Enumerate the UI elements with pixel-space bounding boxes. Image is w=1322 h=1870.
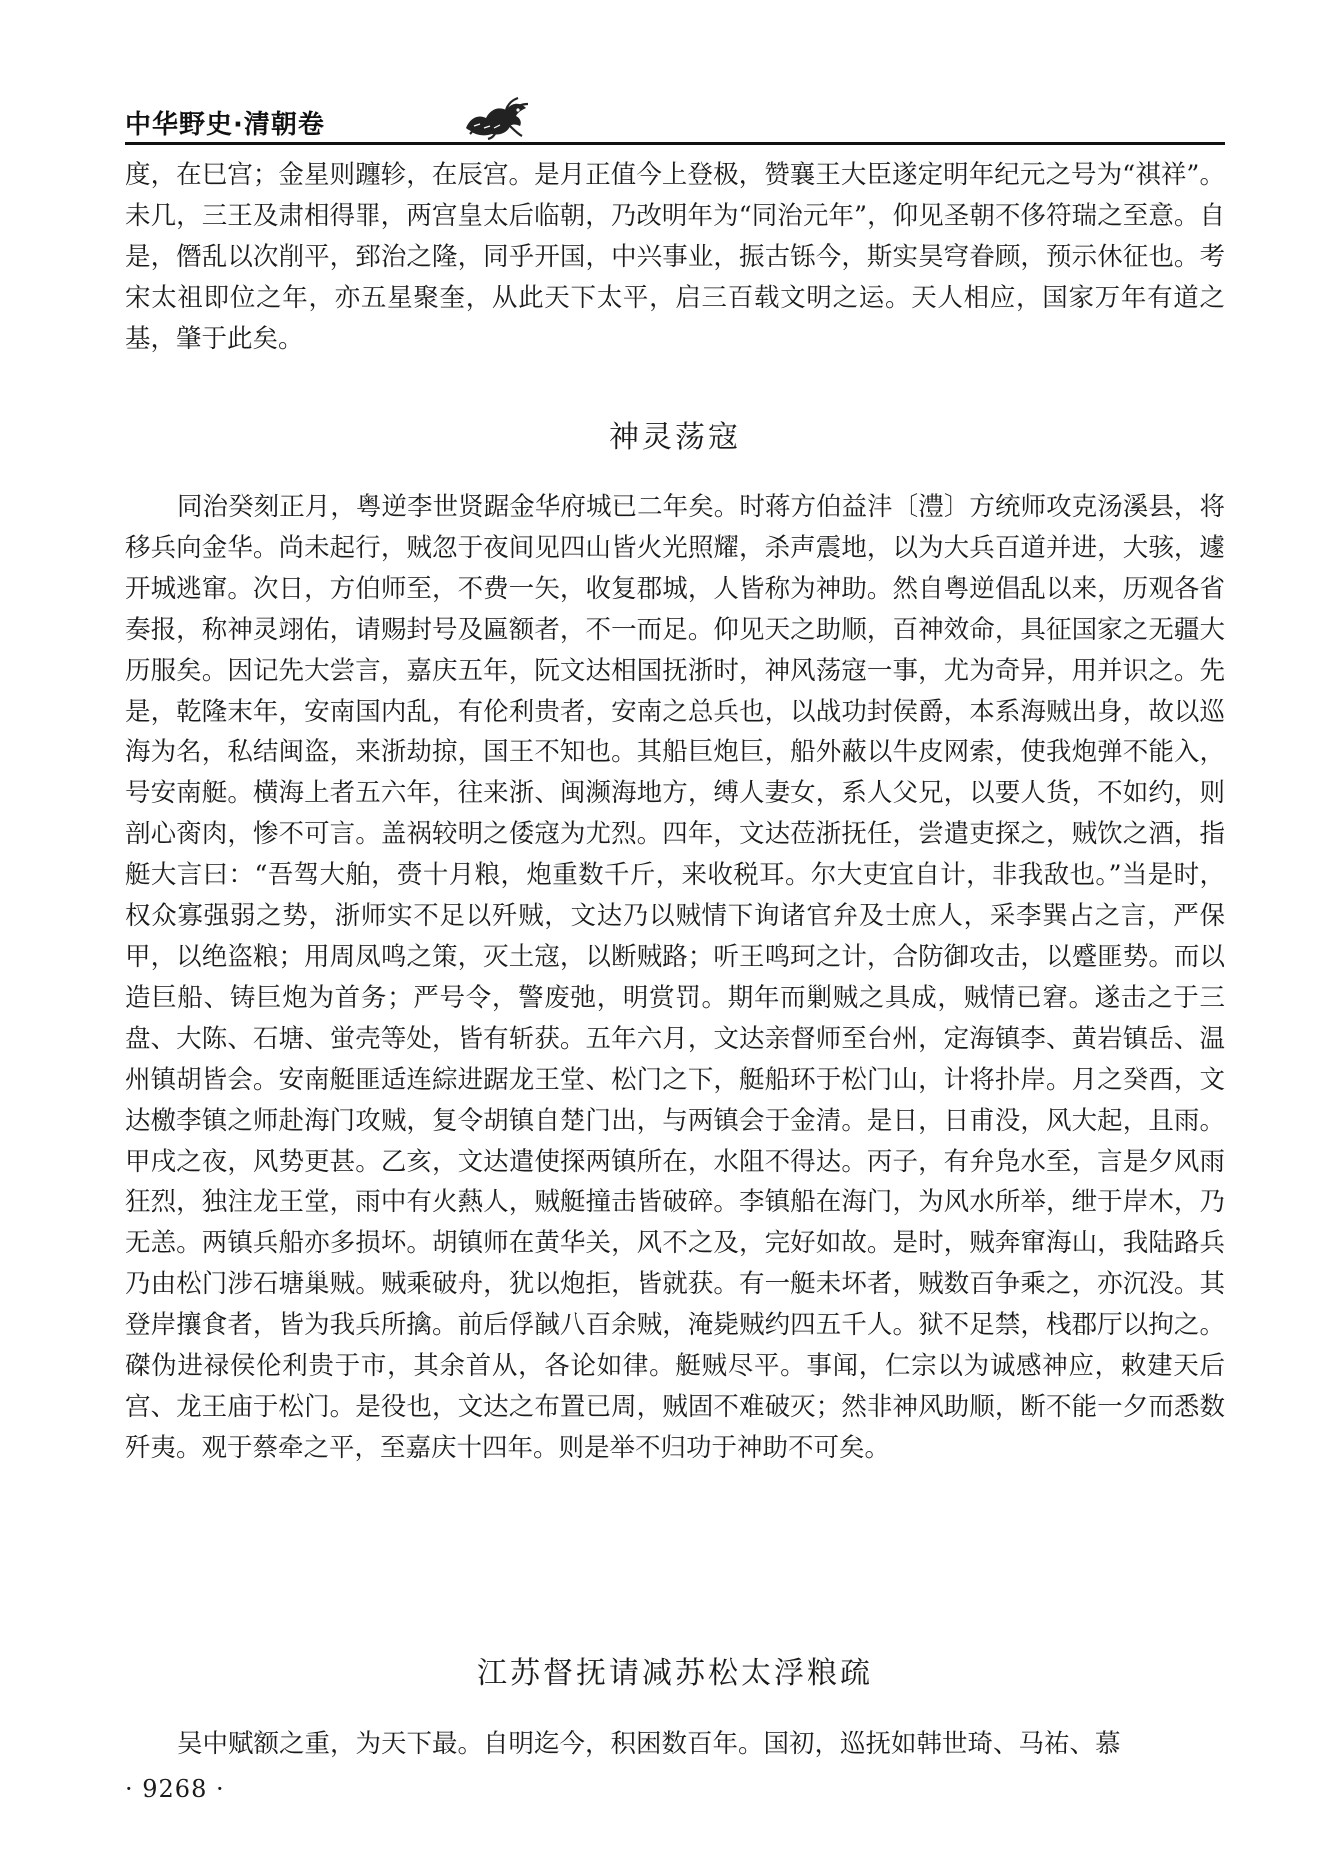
continued-paragraph: 度，在巳宫；金星则躔轸，在辰宫。是月正值今上登极，赞襄王大臣遂定明年纪元之号为“祺祥”。未几，三王及肃相得罪，两宫皇太后临朝，乃改明年为“同治元年”，仰见圣朝不侈符瑞之至意。自是，僭乱以次削平，郅治之隆，同乎开国，中兴事业，振古铄今，斯实昊穹眷顾，预示休征也。考宋太祖即位之年，亦五星聚奎，从此天下太平，启三百载文明之运。天人相应，国家万年有道之基，肇于此矣。 [125,160,1225,354]
dragon-icon [460,92,532,140]
shenling-paragraph: 同治癸刻正月，粤逆李世贤踞金华府城已二年矣。时蒋方伯益沣〔澧〕方统师攻克汤溪县，将移兵向金华。尚未起行，贼忽于夜间见四山皆火光照耀，杀声震地，以为大兵百道并进，大骇，遽开城逃窜。次日，方伯师至，不费一矢，收复郡城，人皆称为神助。然自粤逆倡乱以来，历观各省奏报，称神灵翊佑，请赐封号及匾额者，不一而足。仰见天之助顺，百神效命，具征国家之无疆大历服矣。因记先大尝言，嘉庆五年，阮文达相国抚浙时，神风荡寇一事，尤为奇异，用并识之。先是，乾隆末年，安南国内乱，有伦利贵者，安南之总兵也，以战功封侯爵，本系海贼出身，故以巡海为名，私结闽盗，来浙劫掠，国王不知也。其船巨炮巨，船外蔽以牛皮网索，使我炮弹不能入，号安南艇。横海上者五六年，往来浙、闽濒海地方，缚人妻女，系人父兄，以要人货，不如约，则剖心脔肉，惨不可言。盖祸较明之倭寇为尤烈。四年，文达莅浙抚任，尝遣吏探之，贼饮之酒，指艇大言曰：“吾驾大舶，赍十月粮，炮重数千斤，来收税耳。尔大吏宜自计，非我敌也。”当是时，权众寡强弱之势，浙师实不足以歼贼，文达乃以贼情下询诸官弁及士庶人，采李巽占之言，严保甲，以绝盗粮；用周凤鸣之策，灭土寇，以断贼路；听王鸣珂之计，合防御攻击，以蹙匪势。而以造巨船、铸巨炮为首务；严号令，警废弛，明赏罚。期年而剿贼之具成，贼情已窘。遂击之于三盘、大陈、石塘、蛍壳等处，皆有斩获。五年六月，文达亲督师至台州，定海镇李、黄岩镇岳、温州镇胡皆会。安南艇匪适连綜进踞龙王堂、松门之下，艇船环于松门山，计将扑岸。月之癸酉，文达檄李镇之师赴海门攻贼，复令胡镇自楚门出，与两镇会于金清。是日，日甫没，风大起，且雨。甲戌之夜，风势更甚。乙亥，文达遣使探两镇所在，水阻不得达。丙子，有弁凫水至，言是夕风雨狂烈，独注龙王堂，雨中有火爇人，贼艇撞击皆破碎。李镇船在海门，为风水所举，绁于岸木，乃无恙。两镇兵船亦多损坏。胡镇师在黄华关，风不之及，完好如故。是时，贼奔窜海山，我陆路兵乃由松门涉石塘巢贼。贼乘破舟，犹以炮拒，皆就获。有一艇未坏者，贼数百争乘之，亦沉没。其登岸攘食者，皆为我兵所擒。前后俘馘八百余贼，淹毙贼约四五千人。狱不足禁，栈郡厅以拘之。磔伪进禄侯伦利贵于市，其余首从，各论如律。艇贼尽平。事闻，仁宗以为诚感神应，敕建天后宫、龙王庙于松门。是役也，文达之布置已周，贼固不难破灭；然非神风助顺，断不能一夕而悉数歼夷。观于蔡牵之平，至嘉庆十四年。则是举不归功于神助不可矣。 [125,492,1225,1463]
series-title: 中华野史·清朝卷 [125,110,325,140]
page-number: · 9268 · [125,1775,225,1803]
header-rule [125,142,1225,145]
running-header [125,92,1225,152]
section-heading-jiangsu: 江苏督抚请减苏松太浮粮疏 [477,1656,873,1691]
jiangsu-paragraph: 吴中赋额之重，为天下最。自明迄今，积困数百年。国初，巡抚如韩世琦、马祐、慕 [177,1729,1121,1759]
section-heading-shenling: 神灵荡寇 [609,420,741,455]
